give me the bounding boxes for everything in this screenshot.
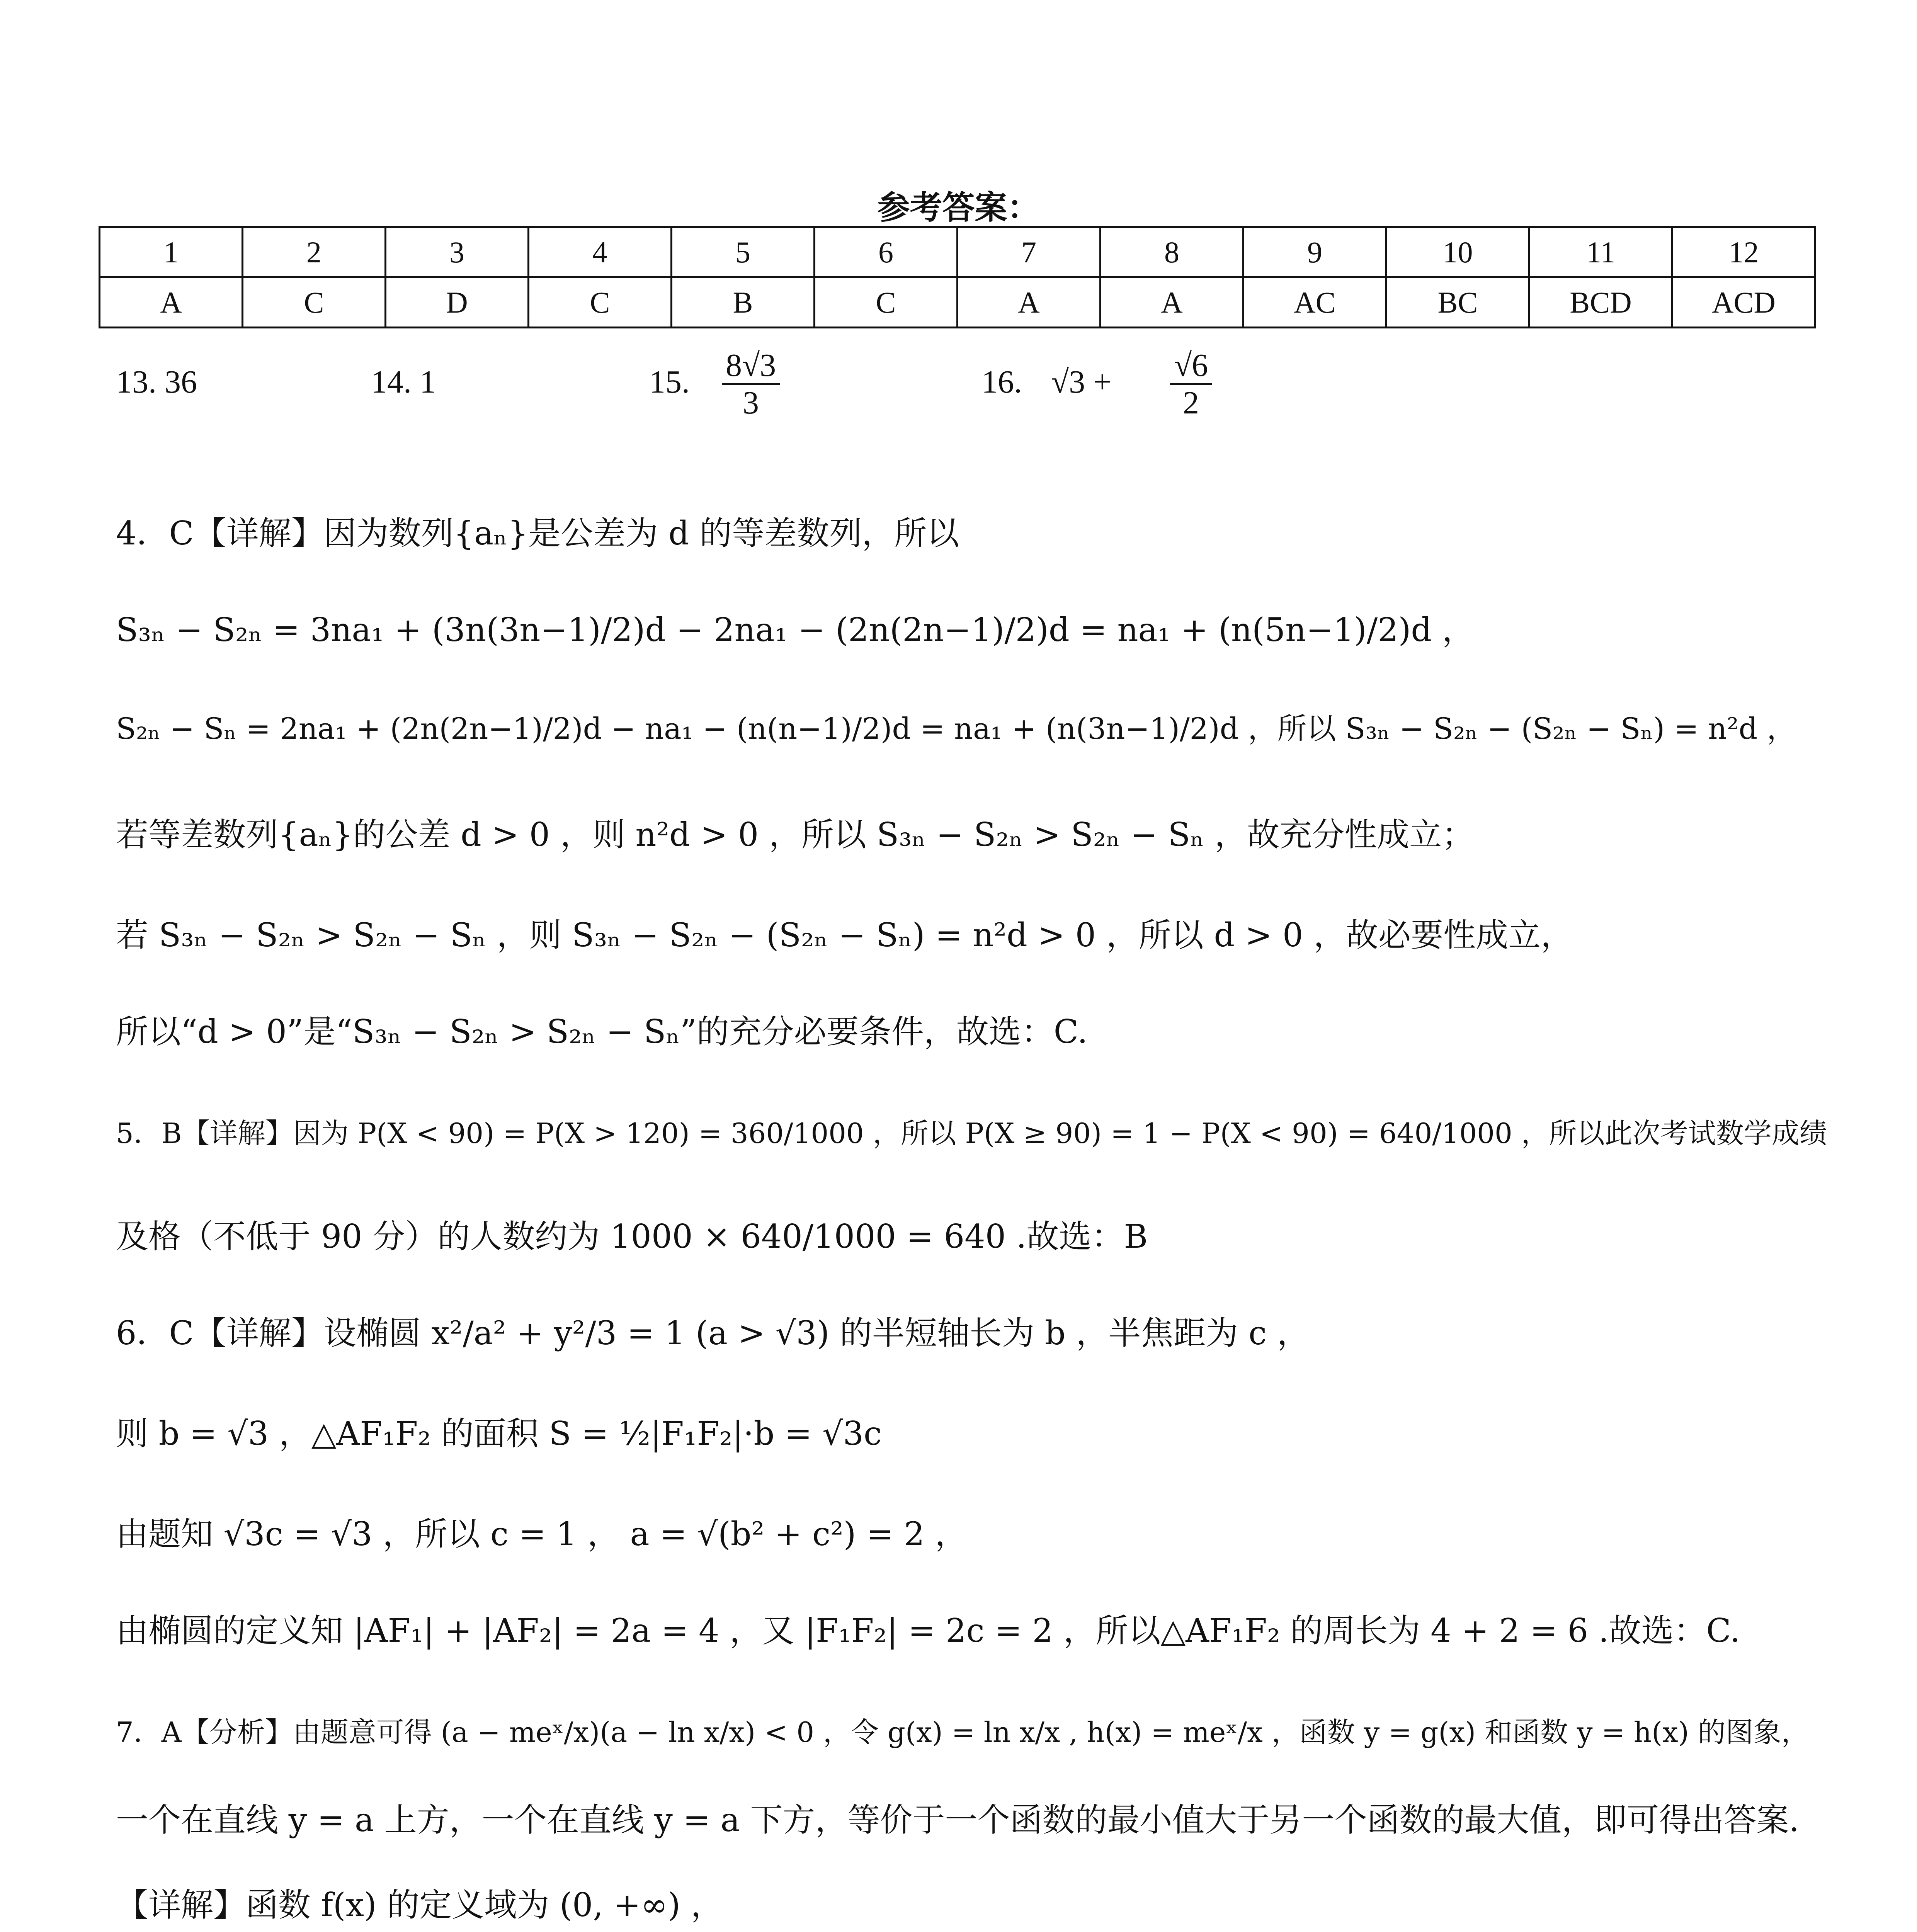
table-cell: 7 (958, 227, 1101, 277)
q5-line-2: 及格（不低于 90 分）的人数约为 1000 × 640/1000 = 640 .故选：B (116, 1218, 1148, 1255)
q4-line-2: S₂ₙ − Sₙ = 2na₁ + (2n(2n−1)/2)d − na₁ − (n(n−1)/2)d = na₁ + (n(3n−1)/2)d ，所以 S₃ₙ − S₂ₙ − (S₂ₙ − Sₙ) = n²d ， (116, 711, 1796, 746)
table-cell: 9 (1243, 227, 1386, 277)
table-cell: AC (1243, 277, 1386, 328)
fraction-numerator: 8√3 (722, 348, 780, 385)
q4-line-4: 若 S₃ₙ − S₂ₙ > S₂ₙ − Sₙ ，则 S₃ₙ − S₂ₙ − (S₂ₙ − Sₙ) = n²d > 0 ，所以 d > 0 ，故必要性成立， (116, 916, 1573, 954)
q4-line-3: 若等差数列{aₙ}的公差 d > 0 ，则 n²d > 0 ，所以 S₃ₙ − S₂ₙ > S₂ₙ − Sₙ ，故充分性成立； (116, 816, 1475, 854)
q5-line-1: 5．B【详解】因为 P(X < 90) = P(X > 120) = 360/1000 ，所以 P(X ≥ 90) = 1 − P(X < 90) = 640/1000 ，所以此次考试数学成绩 (116, 1117, 1827, 1150)
fraction (1170, 348, 1212, 421)
table-cell: 3 (386, 227, 529, 277)
table-cell: 10 (1386, 227, 1529, 277)
fill-in-answers (116, 348, 1816, 448)
table-cell: 1 (100, 227, 243, 277)
q6-line-1: 6．C【详解】设椭圆 x²/a² + y²/3 = 1 (a > √3) 的半短轴长为 b ，半焦距为 c ， (116, 1314, 1310, 1352)
table-cell: 12 (1672, 227, 1815, 277)
q6-line-2: 则 b = √3 ，△AF₁F₂ 的面积 S = ½|F₁F₂|·b = √3c (116, 1415, 882, 1452)
table-cell: BCD (1529, 277, 1672, 328)
fill-in-16-prefix: √3 + (1051, 364, 1112, 400)
table-cell: 6 (815, 227, 958, 277)
table-cell: 2 (243, 227, 386, 277)
q6-line-3: 由题知 √3c = √3 ，所以 c = 1 ， a = √(b² + c²) = 2 ， (116, 1515, 968, 1553)
table-cell: BC (1386, 277, 1529, 328)
table-cell: D (386, 277, 529, 328)
table-cell: C (815, 277, 958, 328)
q4-line-5: 所以“d > 0”是“S₃ₙ − S₂ₙ > S₂ₙ − Sₙ”的充分必要条件，故选：C. (116, 1013, 1088, 1051)
fill-in-15-label: 15. (649, 364, 690, 400)
answer-table (99, 226, 1816, 328)
table-cell: ACD (1672, 277, 1815, 328)
fill-in-15-value (719, 348, 783, 421)
q7-line-2: 一个在直线 y = a 上方，一个在直线 y = a 下方，等价于一个函数的最小值大于另一个函数的最大值，即可得出答案. (116, 1801, 1800, 1839)
table-cell: C (243, 277, 386, 328)
page-title: 参考答案： (877, 188, 1040, 226)
fill-in-14: 14. 1 (371, 364, 436, 400)
table-row-numbers (100, 227, 1815, 277)
table-cell: 5 (672, 227, 815, 277)
table-cell: A (958, 277, 1101, 328)
q7-line-3: 【详解】函数 f(x) 的定义域为 (0, +∞) ， (116, 1886, 723, 1924)
q4-heading: 4．C【详解】因为数列{aₙ}是公差为 d 的等差数列，所以 (116, 514, 959, 552)
table-row-answers (100, 277, 1815, 328)
fraction-numerator: √6 (1170, 348, 1212, 385)
table-cell: A (1101, 277, 1243, 328)
fill-in-13: 13. 36 (116, 364, 197, 400)
table-cell: C (529, 277, 672, 328)
fill-in-16-value (1167, 348, 1215, 421)
table-cell: A (100, 277, 243, 328)
q4-line-1: S₃ₙ − S₂ₙ = 3na₁ + (3n(3n−1)/2)d − 2na₁ − (2n(2n−1)/2)d = na₁ + (n(5n−1)/2)d ， (116, 611, 1475, 649)
fraction-denominator: 2 (1183, 385, 1199, 421)
q6-line-4: 由椭圆的定义知 |AF₁| + |AF₂| = 2a = 4 ，又 |F₁F₂| = 2c = 2 ，所以△AF₁F₂ 的周长为 4 + 2 = 6 .故选：C. (116, 1612, 1740, 1650)
fraction-denominator: 3 (743, 385, 759, 421)
fraction (722, 348, 780, 421)
table-cell: 11 (1529, 227, 1672, 277)
table-cell: B (672, 277, 815, 328)
fill-in-16-label: 16. (981, 364, 1022, 400)
table-cell: 4 (529, 227, 672, 277)
q7-line-1: 7．A【分析】由题意可得 (a − meˣ/x)(a − ln x/x) < 0 ，令 g(x) = ln x/x , h(x) = meˣ/x ，函数 y = g(x) 和函数 y = h(x) 的图象， (116, 1716, 1809, 1748)
table-cell: 8 (1101, 227, 1243, 277)
